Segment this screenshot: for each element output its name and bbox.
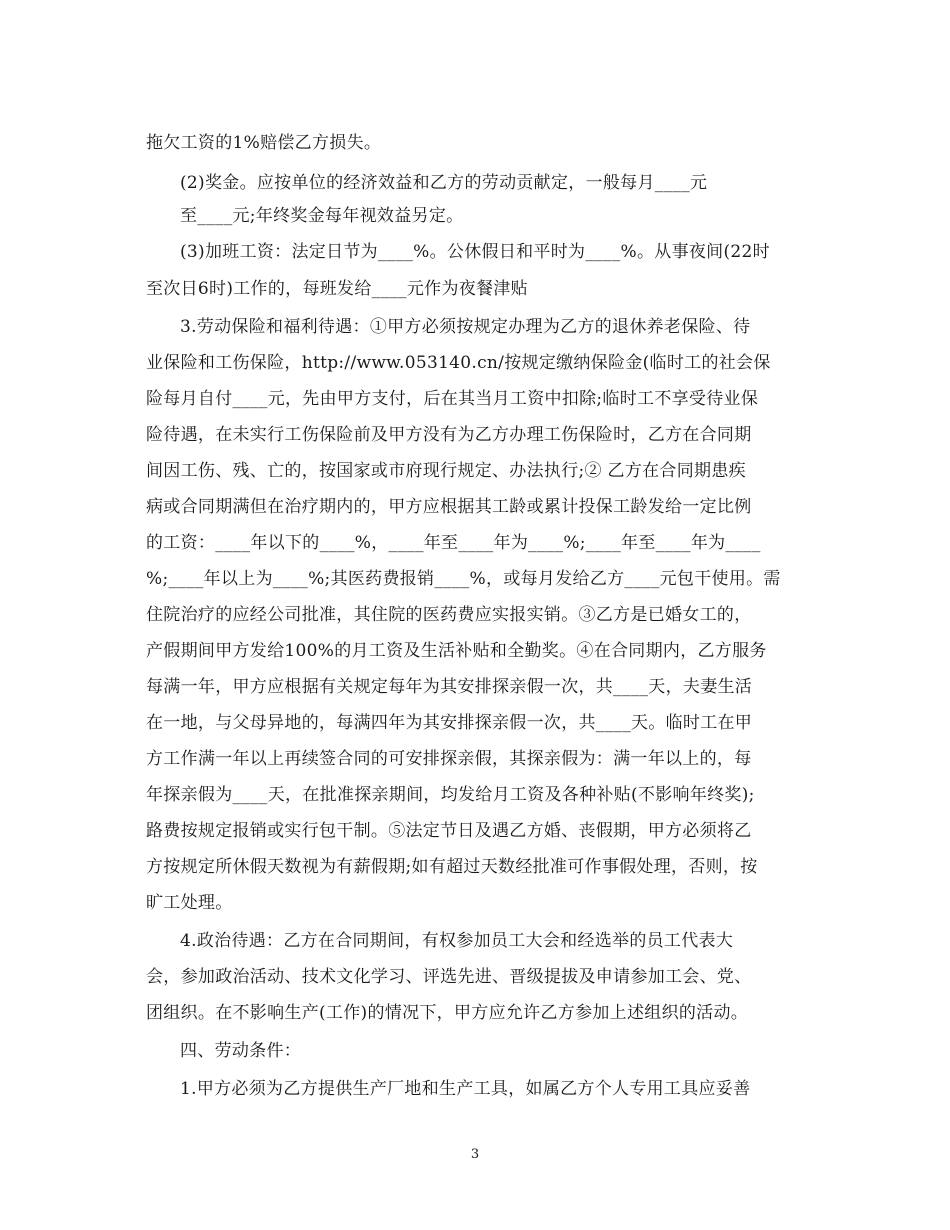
text-line: 旷工处理。: [146, 893, 233, 913]
text-line: 业保险和工伤保险，http://www.053140.cn/按规定缴纳保险金(临时工的社会保: [146, 353, 771, 373]
text-line: 3.劳动保险和福利待遇：①甲方必须按规定办理为乙方的退休养老保险、待: [180, 317, 751, 337]
text-line: 间因工伤、残、亡的，按国家或市府现行规定、办法执行;② 乙方在合同期患疾: [146, 461, 746, 481]
text-line: 住院治疗的应经公司批准，其住院的医药费应实报实销。③乙方是已婚女工的，: [146, 605, 752, 625]
page-number: 3: [470, 1147, 480, 1162]
text-line: 4.政治待遇：乙方在合同期间，有权参加员工大会和经选举的员工代表大: [180, 931, 734, 951]
text-line: 团组织。在不影响生产(工作)的情况下，甲方应允许乙方参加上述组织的活动。: [146, 1003, 749, 1023]
text-line: 的工资：____年以下的____%，____年至____年为____%;____年至____年为____: [146, 533, 761, 553]
text-line: 年探亲假为____天，在批准探亲期间，均发给月工资及各种补贴(不影响年终奖);: [146, 785, 755, 805]
text-line: 在一地，与父母异地的，每满四年为其安排探亲假一次，共____天。临时工在甲: [146, 713, 753, 733]
text-line: (2)奖金。应按单位的经济效益和乙方的劳动贡献定，一般每月____元: [180, 173, 708, 193]
text-line: 1.甲方必须为乙方提供生产厂地和生产工具，如属乙方个人专用工具应妥善: [180, 1079, 751, 1099]
section-heading: 四、劳动条件：: [180, 1041, 302, 1061]
text-line: 至____元;年终奖金每年视效益另定。: [180, 206, 464, 226]
text-line: 产假期间甲方发给100%的月工资及生活补贴和全勤奖。④在合同期内，乙方服务: [146, 641, 767, 661]
text-line: 方按规定所休假天数视为有薪假期;如有超过天数经批准可作事假处理，否则，按: [146, 857, 758, 877]
text-line: %;____年以上为____%;其医药费报销____%，或每月发给乙方____元包干使用。需: [146, 569, 781, 589]
text-line: 至次日6时)工作的，每班发给____元作为夜餐津贴: [146, 279, 528, 299]
text-line: 会，参加政治活动、技术文化学习、评选先进、晋级提拔及申请参加工会、党、: [146, 967, 752, 987]
text-line: 险每月自付____元，先由甲方支付，后在其当月工资中扣除;临时工不享受待业保: [146, 389, 759, 409]
text-line: 每满一年，甲方应根据有关规定每年为其安排探亲假一次，共____天，夫妻生活: [146, 677, 753, 697]
text-line: 方工作满一年以上再续签合同的可安排探亲假，其探亲假为：满一年以上的，每: [146, 749, 752, 769]
text-line: 拖欠工资的1%赔偿乙方损失。: [146, 133, 382, 153]
text-line: 险待遇，在未实行工伤保险前及甲方没有为乙方办理工伤保险时，乙方在合同期: [146, 425, 752, 445]
text-line: 路费按规定报销或实行包干制。⑤法定节日及遇乙方婚、丧假期，甲方必须将乙: [146, 821, 752, 841]
text-line: (3)加班工资：法定日节为____%。公休假日和平时为____%。从事夜间(22时: [180, 242, 770, 262]
text-line: 病或合同期满但在治疗期内的，甲方应根据其工龄或累计投保工龄发给一定比例: [146, 497, 752, 517]
